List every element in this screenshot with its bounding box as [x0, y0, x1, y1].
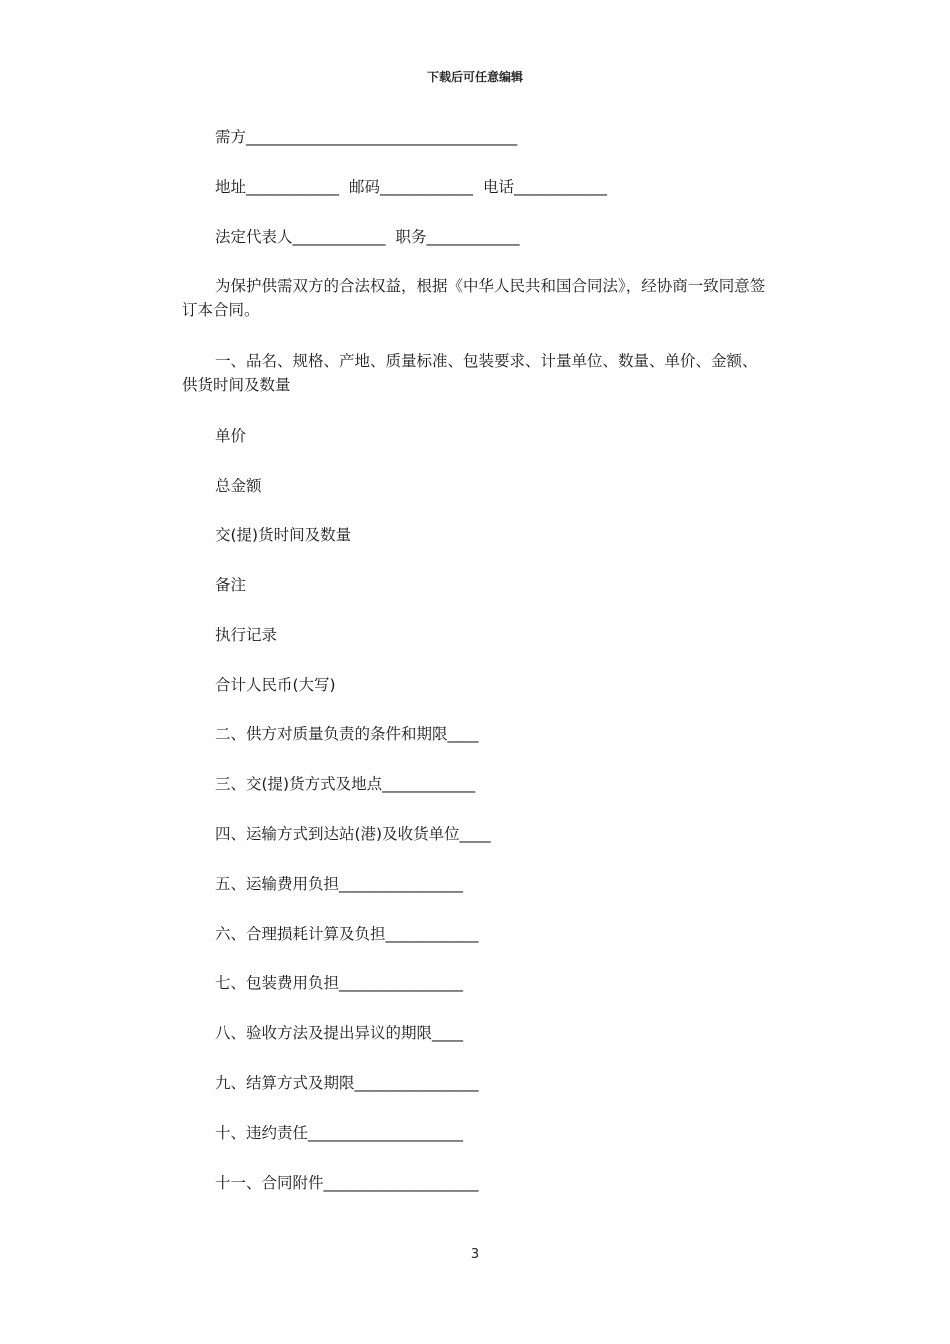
address-field: 地址____________	[215, 178, 340, 196]
clause-5: 五、运输费用负担________________	[215, 875, 464, 893]
clause-7: 七、包装费用负担________________	[215, 974, 464, 992]
clause-8: 八、验收方法及提出异议的期限____	[215, 1024, 464, 1042]
clause-4: 四、运输方式到达站(港)及收货单位____	[215, 825, 491, 843]
intro-paragraph: 为保护供需双方的合法权益，根据《中华人民共和国合同法》，经协商一致同意签订本合同。	[182, 277, 766, 319]
postcode-field: 邮码____________	[349, 178, 474, 196]
clause-2: 二、供方对质量负责的条件和期限____	[215, 725, 479, 743]
item-remarks: 备注	[215, 576, 247, 594]
item-delivery-time: 交(提)货时间及数量	[215, 526, 352, 544]
page-header: 下载后可任意编辑	[426, 70, 523, 84]
position-field: 职务____________	[395, 228, 520, 246]
item-unit-price: 单价	[215, 427, 247, 445]
article-1-paragraph: 一、品名、规格、产地、质量标准、包装要求、计量单位、数量、单价、金额、供货时间及数量	[182, 352, 758, 394]
clause-6: 六、合理损耗计算及负担____________	[215, 925, 479, 943]
clause-10: 十、违约责任____________________	[215, 1124, 464, 1142]
clause-3: 三、交(提)货方式及地点____________	[215, 775, 476, 793]
contact-line	[215, 175, 607, 199]
clause-11: 十一、合同附件____________________	[215, 1174, 479, 1192]
clause-9: 九、结算方式及期限________________	[215, 1074, 479, 1092]
legal-rep-field: 法定代表人____________	[215, 228, 386, 246]
representative-line	[215, 225, 520, 249]
page-number: 3	[470, 1247, 480, 1262]
item-total-amount: 总金额	[215, 477, 262, 495]
phone-field: 电话____________	[483, 178, 608, 196]
item-execution-record: 执行记录	[215, 626, 278, 644]
buyer-line: 需方___________________________________	[215, 128, 518, 146]
item-total-rmb: 合计人民币(大写)	[215, 676, 336, 694]
